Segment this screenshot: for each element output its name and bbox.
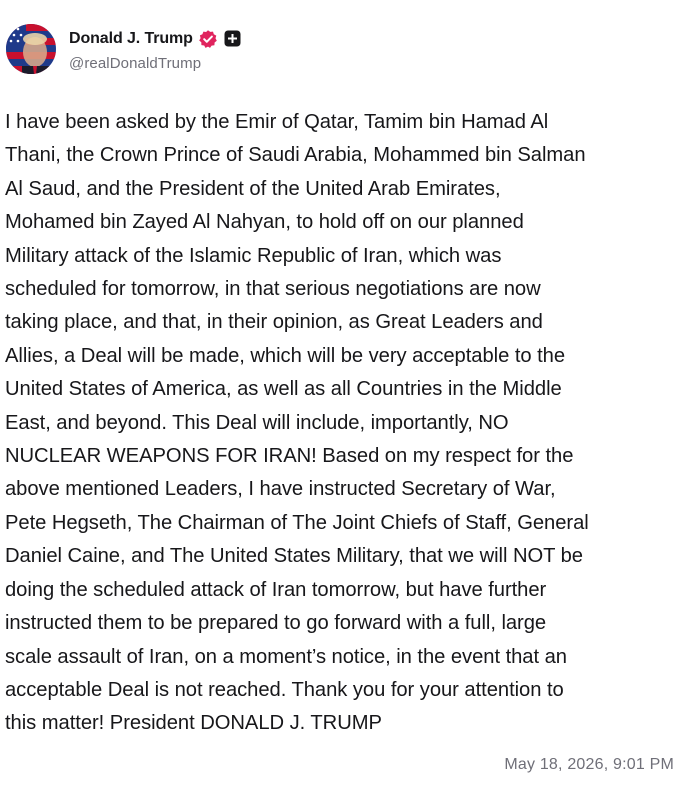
post-text-line: Allies, a Deal will be made, which will be very acceptable to the [5,344,566,367]
avatar[interactable] [6,24,56,74]
author-block [69,27,241,72]
post-text-line: Pete Hegseth, The Chairman of The Joint Chiefs of Staff, General [5,511,589,534]
name-row [69,27,241,51]
post-timestamp[interactable]: May 18, 2026, 9:01 PM [504,756,674,773]
post-header [6,24,241,74]
verified-badge-icon [198,29,218,49]
post-text-line: United States of America, as well as all Countries in the Middle [5,378,562,401]
user-handle[interactable]: @realDonaldTrump [69,54,202,72]
post-text-line: NUCLEAR WEAPONS FOR IRAN! Based on my respect for the [5,445,574,468]
post-text [5,106,689,741]
post-text-line: East, and beyond. This Deal will include, importantly, NO [5,411,509,434]
post-text-line: Al Saud, and the President of the United Arab Emirates, [5,177,501,200]
display-name[interactable]: Donald J. Trump [69,29,193,47]
plus-square-icon[interactable] [224,30,241,47]
post-text-line: scheduled for tomorrow, in that serious negotiations are now [5,278,541,301]
post-text-line: taking place, and that, in their opinion, as Great Leaders and [5,311,543,334]
post-text-line: doing the scheduled attack of Iran tomorrow, but have further [5,578,547,601]
post-text-line: Thani, the Crown Prince of Saudi Arabia, Mohammed bin Salman [5,144,586,167]
post-text-line: this matter! President DONALD J. TRUMP [5,712,382,735]
post-text-line: above mentioned Leaders, I have instructed Secretary of War, [5,478,556,501]
post-text-line: Mohamed bin Zayed Al Nahyan, to hold off on our planned [5,211,524,234]
post-text-line: I have been asked by the Emir of Qatar, Tamim bin Hamad Al [5,111,549,133]
post-text-line: scale assault of Iran, on a moment’s notice, in the event that an [5,645,567,668]
post-text-line: Military attack of the Islamic Republic of Iran, which was [5,244,502,267]
post-text-line: instructed them to be prepared to go forward with a full, large [5,612,547,635]
post-text-line: acceptable Deal is not reached. Thank you for your attention to [5,678,564,701]
post-text-line: Daniel Caine, and The United States Military, that we will NOT be [5,545,583,568]
